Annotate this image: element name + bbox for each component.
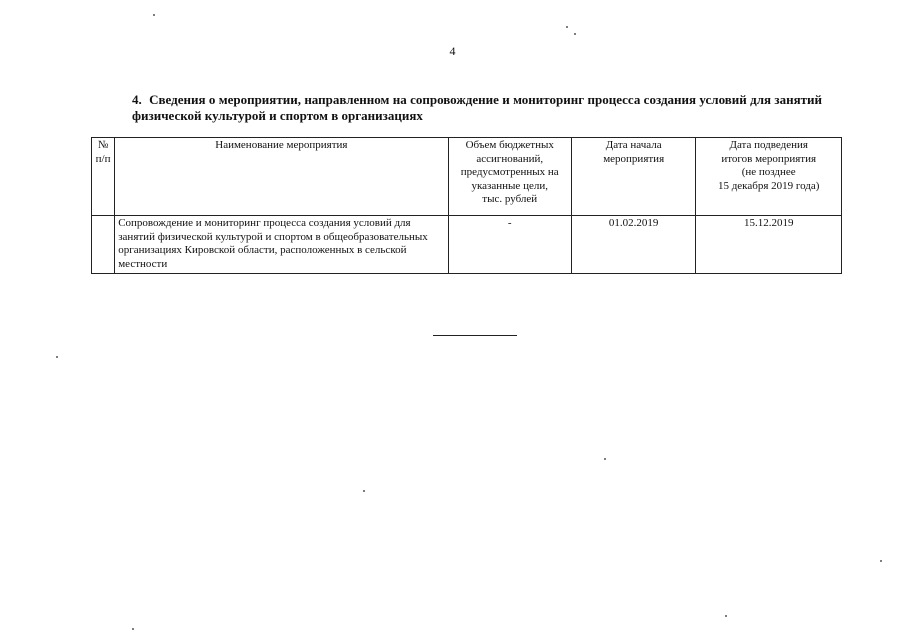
- scan-speck: [725, 615, 727, 617]
- cell-start-date: 01.02.2019: [571, 216, 695, 274]
- header-start-date-text: Дата начала мероприятия: [603, 139, 665, 165]
- header-number: [92, 138, 115, 216]
- cell-number: [92, 216, 115, 274]
- header-end-date-text: Дата подведения итогов мероприятия (не позднее 15 декабря 2019 года): [717, 139, 820, 192]
- scan-speck: [363, 490, 365, 492]
- scan-speck: [153, 14, 155, 16]
- cell-name: Сопровождение и мониторинг процесса создания условий для занятий физической культурой и спортом в общеобразовательных организациях Кировской области, расположенных в сельской местности: [115, 216, 448, 274]
- page-number: 4: [449, 44, 456, 58]
- header-name: [115, 138, 448, 216]
- header-end-date: [696, 138, 842, 216]
- section-heading: [132, 92, 822, 124]
- cell-budget: -: [448, 216, 571, 274]
- scan-speck: [566, 26, 568, 28]
- header-start-date: [571, 138, 695, 216]
- scan-speck: [56, 356, 58, 358]
- table-row: [92, 216, 842, 274]
- scan-speck: [880, 560, 882, 562]
- section-number: 4.: [132, 92, 142, 107]
- end-rule: [433, 335, 517, 336]
- table-header-row: [92, 138, 842, 216]
- scan-speck: [604, 458, 606, 460]
- header-budget: [448, 138, 571, 216]
- section-title: Сведения о мероприятии, направленном на сопровождение и мониторинг процесса создания условий для занятий физической культурой и спортом в организациях: [132, 92, 823, 123]
- header-name-text: Наименование мероприятия: [215, 139, 348, 151]
- scan-speck: [132, 628, 134, 630]
- measure-table: [91, 137, 842, 274]
- header-number-text: № п/п: [95, 139, 111, 165]
- header-budget-text: Объем бюджетных ассигнований, предусмотренных на указанные цели, тыс. рублей: [460, 139, 559, 205]
- scan-speck: [574, 33, 576, 35]
- cell-end-date: 15.12.2019: [696, 216, 842, 274]
